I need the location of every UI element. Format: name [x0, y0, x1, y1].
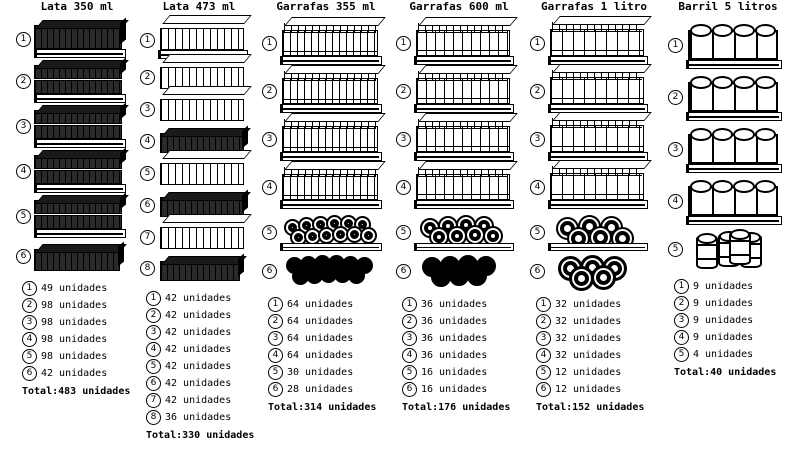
legend-marker: 3 [146, 325, 161, 340]
legend-marker: 6 [268, 382, 283, 397]
layer-marker: 4 [396, 180, 411, 195]
pallet-layer-art [158, 95, 250, 123]
legend-marker: 1 [674, 279, 689, 294]
legend-marker: 6 [22, 366, 37, 381]
legend-item [22, 281, 138, 296]
legend-marker: 4 [268, 348, 283, 363]
legend-marker: 2 [402, 314, 417, 329]
legend-item [268, 348, 390, 363]
legend-item [674, 347, 788, 362]
pallet-layer-art [686, 177, 784, 225]
legend-label: 49 unidades [41, 283, 108, 294]
legend-label: 9 unidades [693, 315, 754, 326]
legend-list [146, 291, 258, 441]
layer-row [396, 253, 522, 289]
pallet-layer-art [414, 69, 516, 113]
layer-stack [396, 19, 522, 289]
legend-item [268, 365, 390, 380]
column-title: Barril 5 litros [678, 0, 778, 13]
layer-row [140, 157, 258, 189]
legend-marker: 4 [402, 348, 417, 363]
pallet-layer-art [280, 165, 384, 209]
layer-row [262, 253, 390, 289]
legend-item [536, 348, 658, 363]
legend-label: 9 unidades [693, 298, 754, 309]
column-title: Garrafas 1 litro [541, 0, 647, 13]
legend-marker: 4 [536, 348, 551, 363]
loose-bottles-heap [548, 255, 650, 287]
legend-item [268, 314, 390, 329]
legend-label: 42 unidades [165, 293, 232, 304]
legend-item [146, 342, 258, 357]
legend-list [402, 297, 522, 413]
legend-label: 98 unidades [41, 317, 108, 328]
pallet-layer-art [548, 69, 650, 113]
legend-marker: 2 [674, 296, 689, 311]
layer-row [530, 253, 658, 289]
legend-item [22, 315, 138, 330]
legend-label: 98 unidades [41, 334, 108, 345]
layer-row [396, 163, 522, 211]
layer-row [396, 67, 522, 115]
loose-bottles-heap [548, 213, 650, 251]
legend-marker: 4 [146, 342, 161, 357]
legend-marker: 1 [402, 297, 417, 312]
loose-bottles-heap [280, 213, 384, 251]
column-garrafas-355 [262, 0, 390, 413]
legend-marker: 6 [536, 382, 551, 397]
legend-item [536, 297, 658, 312]
legend-label: 4 unidades [693, 349, 754, 360]
layer-row [262, 19, 390, 67]
legend-item [402, 348, 522, 363]
legend-marker: 1 [536, 297, 551, 312]
legend-list [674, 279, 788, 378]
layer-marker: 4 [140, 134, 155, 149]
legend-marker: 1 [22, 281, 37, 296]
layer-marker: 6 [262, 264, 277, 279]
layer-marker: 2 [140, 70, 155, 85]
layer-row [530, 163, 658, 211]
layer-row [530, 67, 658, 115]
layer-marker: 6 [16, 249, 31, 264]
layer-marker: 5 [396, 225, 411, 240]
layer-row [262, 67, 390, 115]
column-lata-473 [140, 0, 258, 441]
pallet-layer-art [280, 21, 384, 65]
layer-row [262, 211, 390, 253]
legend-marker: 5 [146, 359, 161, 374]
pallet-layer-art [414, 165, 516, 209]
legend-label: 42 unidades [165, 395, 232, 406]
layer-marker: 1 [396, 36, 411, 51]
column-lata-350 [16, 0, 138, 397]
layer-marker: 1 [262, 36, 277, 51]
layer-marker: 5 [140, 166, 155, 181]
legend-marker: 2 [536, 314, 551, 329]
loose-bottles-heap [414, 213, 516, 251]
legend-label: 32 unidades [555, 299, 622, 310]
legend-marker: 1 [268, 297, 283, 312]
column-garrafas-1-litro [530, 0, 658, 413]
legend-item [268, 297, 390, 312]
legend-label: 32 unidades [555, 350, 622, 361]
layer-row [668, 227, 788, 271]
layer-marker: 2 [16, 74, 31, 89]
layer-row [668, 19, 788, 71]
legend-label: 32 unidades [555, 333, 622, 344]
layer-row [16, 59, 138, 104]
legend-label: 36 unidades [421, 299, 488, 310]
legend-label: 36 unidades [165, 412, 232, 423]
pallet-layer-art [686, 21, 784, 69]
legend-marker: 5 [402, 365, 417, 380]
legend-item [536, 314, 658, 329]
legend-item [674, 330, 788, 345]
layer-marker: 3 [668, 142, 683, 157]
pallet-layer-art [414, 117, 516, 161]
legend-list [22, 281, 138, 397]
legend-item [402, 314, 522, 329]
layer-marker: 6 [530, 264, 545, 279]
legend-marker: 5 [536, 365, 551, 380]
layer-row [262, 163, 390, 211]
layer-row [16, 194, 138, 239]
legend-marker: 5 [674, 347, 689, 362]
legend-label: 9 unidades [693, 332, 754, 343]
legend-item [146, 325, 258, 340]
layer-marker: 6 [140, 198, 155, 213]
layer-row [16, 104, 138, 149]
layer-row [140, 221, 258, 253]
legend-label: 32 unidades [555, 316, 622, 327]
legend-marker: 5 [22, 349, 37, 364]
legend-item [22, 366, 138, 381]
pallet-layer-art [34, 106, 130, 148]
layer-row [668, 175, 788, 227]
layer-marker: 4 [262, 180, 277, 195]
loose-bottles-heap [414, 255, 516, 287]
legend-item [402, 331, 522, 346]
layer-row [396, 19, 522, 67]
legend-item [146, 308, 258, 323]
legend-label: 64 unidades [287, 350, 354, 361]
layer-marker: 7 [140, 230, 155, 245]
legend-item [22, 298, 138, 313]
column-title: Lata 350 ml [40, 0, 114, 13]
column-title: Garrafas 600 ml [409, 0, 509, 13]
layer-marker: 5 [668, 242, 683, 257]
layer-marker: 4 [530, 180, 545, 195]
legend-item [402, 365, 522, 380]
legend-label: 42 unidades [165, 310, 232, 321]
legend-label: 98 unidades [41, 300, 108, 311]
pallet-layer-art [34, 196, 130, 238]
legend-item [268, 331, 390, 346]
legend-marker: 7 [146, 393, 161, 408]
legend-item [146, 291, 258, 306]
column-garrafas-600 [396, 0, 522, 413]
layer-row [140, 253, 258, 283]
layer-marker: 1 [530, 36, 545, 51]
legend-item [402, 297, 522, 312]
legend-label: 12 unidades [555, 367, 622, 378]
column-barril-5-litros [668, 0, 788, 378]
legend-item [146, 410, 258, 425]
pallet-layer-art [34, 241, 130, 271]
pallet-layer-art [280, 117, 384, 161]
layer-stack [140, 19, 258, 283]
legend-label: 98 unidades [41, 351, 108, 362]
legend-marker: 2 [22, 298, 37, 313]
legend-item [674, 296, 788, 311]
column-total: Total:483 unidades [22, 386, 131, 397]
layer-marker: 6 [396, 264, 411, 279]
legend-item [536, 331, 658, 346]
barrel-icon [696, 235, 718, 269]
layer-marker: 5 [16, 209, 31, 224]
pallet-layer-art [158, 255, 250, 281]
legend-label: 36 unidades [421, 333, 488, 344]
column-title: Lata 473 ml [162, 0, 236, 13]
pallet-layer-art [686, 125, 784, 173]
layer-marker: 3 [530, 132, 545, 147]
column-total: Total:176 unidades [402, 402, 511, 413]
legend-label: 36 unidades [421, 350, 488, 361]
layer-marker: 3 [140, 102, 155, 117]
pallet-layer-art [34, 61, 130, 103]
layer-marker: 3 [396, 132, 411, 147]
loose-bottles-heap [280, 255, 384, 287]
layer-row [668, 123, 788, 175]
layer-row [140, 93, 258, 125]
legend-list [268, 297, 390, 413]
legend-item [22, 349, 138, 364]
legend-item [674, 279, 788, 294]
legend-item [536, 382, 658, 397]
pallet-layer-art [686, 73, 784, 121]
layer-row [396, 211, 522, 253]
legend-marker: 8 [146, 410, 161, 425]
layer-marker: 1 [140, 33, 155, 48]
legend-label: 42 unidades [165, 344, 232, 355]
legend-label: 16 unidades [421, 367, 488, 378]
layer-marker: 2 [396, 84, 411, 99]
pallet-layer-art [548, 117, 650, 161]
layer-stack [530, 19, 658, 289]
legend-list [536, 297, 658, 413]
legend-marker: 3 [674, 313, 689, 328]
legend-label: 64 unidades [287, 333, 354, 344]
legend-item [268, 382, 390, 397]
legend-label: 42 unidades [165, 378, 232, 389]
layer-marker: 4 [668, 194, 683, 209]
layer-stack [16, 19, 138, 273]
legend-marker: 3 [268, 331, 283, 346]
column-total: Total:152 unidades [536, 402, 645, 413]
layer-marker: 2 [668, 90, 683, 105]
legend-item [146, 393, 258, 408]
barrel-icon [729, 231, 751, 265]
pallet-layer-art [414, 21, 516, 65]
legend-marker: 3 [536, 331, 551, 346]
pallet-layer-art [34, 20, 130, 58]
legend-label: 16 unidades [421, 384, 488, 395]
legend-label: 28 unidades [287, 384, 354, 395]
legend-marker: 2 [146, 308, 161, 323]
legend-marker: 6 [146, 376, 161, 391]
legend-label: 42 unidades [165, 327, 232, 338]
layer-marker: 3 [16, 119, 31, 134]
legend-item [674, 313, 788, 328]
pallet-layer-art [34, 151, 130, 193]
column-total: Total:330 unidades [146, 430, 255, 441]
pallet-layer-art [158, 223, 250, 251]
pallet-layer-art [158, 159, 250, 187]
layer-row [530, 211, 658, 253]
layer-row [396, 115, 522, 163]
legend-marker: 6 [402, 382, 417, 397]
layer-marker: 1 [668, 38, 683, 53]
layer-row [262, 115, 390, 163]
layer-stack [668, 19, 788, 271]
legend-label: 9 unidades [693, 281, 754, 292]
legend-label: 64 unidades [287, 299, 354, 310]
legend-label: 36 unidades [421, 316, 488, 327]
column-total: Total:40 unidades [674, 367, 777, 378]
legend-marker: 5 [268, 365, 283, 380]
legend-label: 42 unidades [165, 361, 232, 372]
legend-marker: 4 [674, 330, 689, 345]
layer-row [16, 149, 138, 194]
column-total: Total:314 unidades [268, 402, 377, 413]
layer-marker: 3 [262, 132, 277, 147]
legend-marker: 4 [22, 332, 37, 347]
pallet-layer-art [280, 69, 384, 113]
layer-row [668, 71, 788, 123]
legend-label: 30 unidades [287, 367, 354, 378]
legend-item [536, 365, 658, 380]
legend-label: 64 unidades [287, 316, 354, 327]
layer-stack [262, 19, 390, 289]
layer-row [16, 239, 138, 273]
layer-marker: 2 [530, 84, 545, 99]
layer-marker: 5 [262, 225, 277, 240]
layer-marker: 2 [262, 84, 277, 99]
layer-marker: 8 [140, 261, 155, 276]
legend-marker: 3 [22, 315, 37, 330]
legend-label: 42 unidades [41, 368, 108, 379]
legend-item [402, 382, 522, 397]
column-title: Garrafas 355 ml [276, 0, 376, 13]
legend-item [146, 359, 258, 374]
pallet-layer-art [548, 165, 650, 209]
layer-marker: 4 [16, 164, 31, 179]
layer-row [530, 19, 658, 67]
legend-marker: 1 [146, 291, 161, 306]
legend-marker: 3 [402, 331, 417, 346]
layer-marker: 1 [16, 32, 31, 47]
loose-barrels [686, 229, 784, 269]
layer-marker: 5 [530, 225, 545, 240]
legend-marker: 2 [268, 314, 283, 329]
legend-item [22, 332, 138, 347]
layer-row [16, 19, 138, 59]
pallet-layer-art [548, 21, 650, 65]
legend-label: 12 unidades [555, 384, 622, 395]
layer-row [530, 115, 658, 163]
legend-item [146, 376, 258, 391]
